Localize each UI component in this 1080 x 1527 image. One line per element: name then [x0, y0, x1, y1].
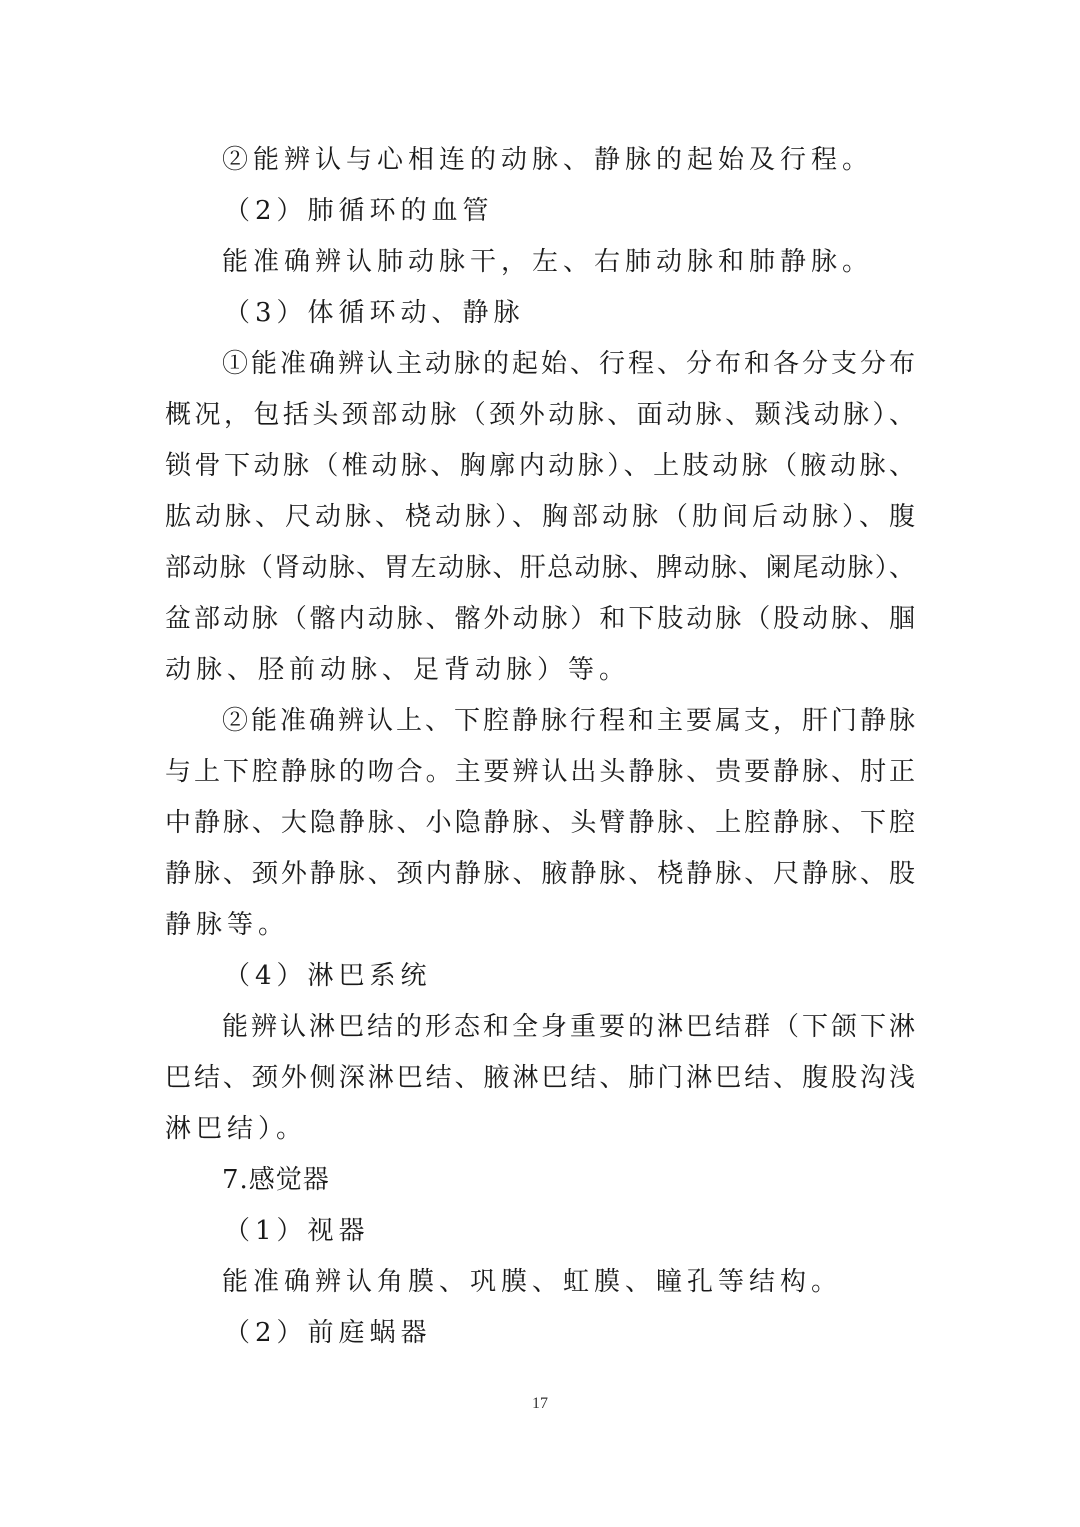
- text-line: 能准确辨认角膜、巩膜、虹膜、瞳孔等结构。: [222, 1267, 843, 1297]
- text-line: 盆部动脉（髂内动脉、髂外动脉）和下肢动脉（股动脉、腘: [165, 604, 915, 634]
- text-line: 概况，包括头颈部动脉（颈外动脉、面动脉、颞浅动脉）、: [165, 400, 915, 430]
- section-heading: （3）体循环动、静脉: [224, 298, 525, 328]
- text-line: 淋巴结）。: [165, 1114, 308, 1144]
- text-line: ②能辨认与心相连的动脉、静脉的起始及行程。: [222, 145, 874, 175]
- text-line: ①能准确辨认主动脉的起始、行程、分布和各分支分布: [222, 349, 915, 379]
- text-line: 部动脉（肾动脉、胃左动脉、肝总动脉、脾动脉、阑尾动脉）、: [165, 553, 915, 583]
- text-line: 能辨认淋巴结的形态和全身重要的淋巴结群（下颌下淋: [222, 1012, 915, 1042]
- section-heading: （1）视器: [224, 1216, 370, 1246]
- text-line: 巴结、颈外侧深淋巴结、腋淋巴结、肺门淋巴结、腹股沟浅: [165, 1063, 915, 1093]
- section-heading: （4）淋巴系统: [224, 961, 432, 991]
- text-line: 动脉、胫前动脉、足背动脉）等。: [165, 655, 631, 685]
- text-line: ②能准确辨认上、下腔静脉行程和主要属支，肝门静脉: [222, 706, 915, 736]
- text-line: 静脉、颈外静脉、颈内静脉、腋静脉、桡静脉、尺静脉、股: [165, 859, 915, 889]
- text-line: 中静脉、大隐静脉、小隐静脉、头臂静脉、上腔静脉、下腔: [165, 808, 915, 838]
- page-number: 17: [532, 1395, 548, 1412]
- section-heading: （2）肺循环的血管: [224, 196, 494, 226]
- text-line: 能准确辨认肺动脉干，左、右肺动脉和肺静脉。: [222, 247, 874, 277]
- text-line: 静脉等。: [165, 910, 290, 940]
- text-line: 与上下腔静脉的吻合。主要辨认出头静脉、贵要静脉、肘正: [165, 757, 915, 787]
- text-line: 锁骨下动脉（椎动脉、胸廓内动脉）、上肢动脉（腋动脉、: [165, 451, 915, 481]
- section-heading: （2）前庭蜗器: [224, 1318, 432, 1348]
- text-line: 肱动脉、尺动脉、桡动脉）、胸部动脉（肋间后动脉）、腹: [165, 502, 915, 532]
- section-heading: 7.感觉器: [222, 1165, 330, 1195]
